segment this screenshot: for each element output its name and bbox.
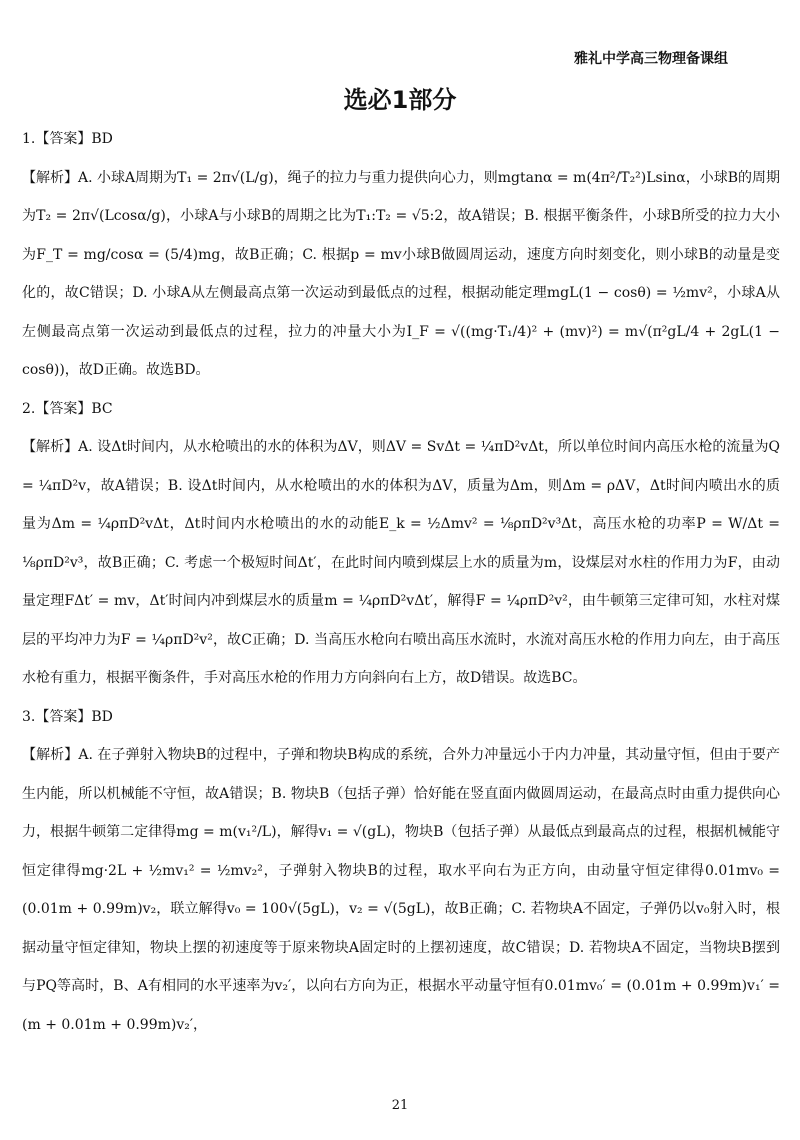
page-title: 选必1部分 [343, 86, 457, 114]
header-org: 雅礼中学高三物理备课组 [574, 51, 728, 67]
question-2-analysis: 【解析】A. 设Δt时间内，从水枪喷出的水的体积为ΔV，则ΔV = SvΔt = ¼πD²vΔt，所以单位时间内高压水枪的流量为Q = ¼πD²v，故A错误；B. 设Δt时间内，从水枪喷出的水的体积为ΔV，质量为Δm，则Δm = ρΔV，Δt时间内喷出水的质量为Δm = ¼ρπD²vΔt，Δt时间内水枪喷出的水的动能E_k = ½Δmv² = ⅛ρπD²v³Δt，高压水枪的功率P = W/Δt = ⅛ρπD²v³，故B正确；C. 考虑一个极短时间Δt′，在此时间内喷到煤层上水的质量为m，设煤层对水柱的作用力为F，由动量定理FΔt′ = mv，Δt′时间内冲到煤层水的质量m = ¼ρπD²vΔt′，解得F = ¼ρπD²v²，由牛顿第三定律可知，水柱对煤层的平均冲力为F = ¼ρπD²v²，故C正确；D. 当高压水枪向右喷出高压水流时，水流对高压水枪的作用力向左，由于高压水枪有重力，根据平衡条件，手对高压水枪的作用力方向斜向右上方，故D错误。故选BC。 [22, 439, 780, 686]
question-3-analysis: 【解析】A. 在子弹射入物块B的过程中，子弹和物块B构成的系统，合外力冲量远小于内力冲量，其动量守恒，但由于要产生内能，所以机械能不守恒，故A错误；B. 物块B（包括子弹）恰好能在竖直面内做圆周运动，在最高点时由重力提供向心力，根据牛顿第二定律得mg = m(v₁²/L)，解得v₁ = √(gL)，物块B（包括子弹）从最低点到最高点的过程，根据机械能守恒定律得mg·2L + ½mv₁² = ½mv₂²，子弹射入物块B的过程，取水平向右为正方向，由动量守恒定律得0.01mv₀ = (0.01m + 0.99m)v₂，联立解得v₀ = 100√(5gL)，v₂ = √(5gL)，故B正确；C. 若物块A不固定，子弹仍以v₀射入时，根据动量守恒定律知，物块上摆的初速度等于原来物块A固定时的上摆初速度，故C错误；D. 若物块A不固定，当物块B摆到与PQ等高时，B、A有相同的水平速率为v₂′，以向右方向为正，根据水平动量守恒有0.01mv₀′ = (0.01m + 0.99m)v₁′ = (m + 0.01m + 0.99m)v₂′， [22, 747, 780, 1033]
document-body [22, 120, 780, 1044]
question-3-answer: 3.【答案】BD [22, 708, 113, 725]
question-1-analysis: 【解析】A. 小球A周期为T₁ = 2π√(L/g)，绳子的拉力与重力提供向心力，则mgtanα = m(4π²/T₂²)Lsinα，小球B的周期为T₂ = 2π√(Lcosα/g)，小球A与小球B的周期之比为T₁:T₂ = √5:2，故A错误；B. 根据平衡条件，小球B所受的拉力大小为F_T = mg/cosα = (5/4)mg，故B正确；C. 根据p = mv小球B做圆周运动，速度方向时刻变化，则小球B的动量是变化的，故C错误；D. 小球A从左侧最高点第一次运动到最低点的过程，根据动能定理mgL(1 − cosθ) = ½mv²，小球A从左侧最高点第一次运动到最低点的过程，拉力的冲量大小为I_F = √((mg·T₁/4)² + (mv)²) = m√(π²gL/4 + 2gL(1 − cosθ))，故D正确。故选BD。 [22, 169, 780, 378]
question-1-answer: 1.【答案】BD [22, 131, 113, 147]
question-2-answer: 2.【答案】BC [22, 400, 113, 417]
page-number: 21 [391, 1098, 409, 1113]
